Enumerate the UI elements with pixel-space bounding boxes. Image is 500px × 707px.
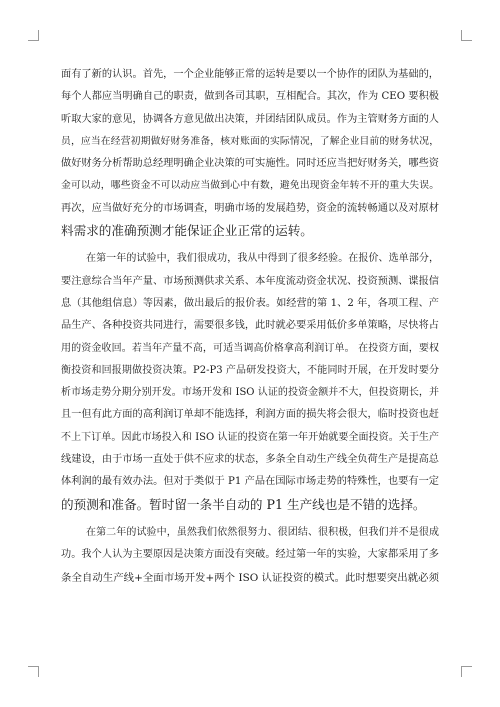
- text-line: 在第二年的试验中，虽然我们依然很努力、很团结、很积极，但我们并不是很成: [86, 526, 439, 538]
- text-line: 金可以动，哪些资金不可以动应当做到心中有数，避免出现资金年转不开的重大失误。: [61, 180, 439, 192]
- text-line: 功。我个人认为主要原因是决策方面没有突破。经过第一年的实验，大家都采用了多: [61, 549, 439, 561]
- text-line: 条全自动生产线+全面市场开发+两个 ISO 认证投资的模式。此时想要突出就必须: [61, 571, 439, 584]
- text-line: 品生产、各种投资共同进行，需要很多钱，此时就必要采用低价多单策略，尽快将占: [61, 320, 439, 332]
- text-line: 用的资金收回。若当年产量不高，可适当调高价格拿高利润订单。 在投资方面，要权: [61, 342, 439, 354]
- document-page: [61, 64, 439, 589]
- crop-mark-top-right: [461, 30, 472, 41]
- text-line: 体利润的最有效办法。但对于类似于 P1 产品在国际市场走势的特殊性，也要有一定: [61, 476, 439, 488]
- paragraph-3: [61, 522, 439, 589]
- text-line: 料需求的准确预测才能保证企业正常的运转。: [61, 223, 313, 239]
- text-line: 线建设，由于市场一直处于供不应求的状态，多条全自动生产线全负荷生产是提高总: [61, 454, 439, 466]
- text-line: 在第一年的试验中，我们很成功，我从中得到了很多经验。在报价、选单部分，: [86, 253, 439, 265]
- paragraph-1: [61, 64, 439, 242]
- text-line: 且一但有此方面的高利润订单却不能选择，利润方面的损失将会很大，临时投资也赶: [61, 409, 439, 421]
- text-line: 的预测和准备。暂时留一条半自动的 P1 生产线也是不错的选择。: [61, 496, 426, 512]
- text-line: 要注意综合当年产量、市场预测供求关系、本年度流动资金状况、投资预测、谍报信: [61, 275, 439, 287]
- text-line: 衡投资和回报期做投资决策。P2-P3 产品研发投资大，不能同时开展，在开发时要分: [61, 364, 439, 376]
- crop-mark-bottom-right: [461, 666, 472, 677]
- text-line: 不上下订单。因此市场投入和 ISO 认证的投资在第一年开始就要全面投资。关于生产: [61, 431, 439, 443]
- paragraph-2: [61, 248, 439, 516]
- text-line: 再次，应当做好充分的市场调查，明确市场的发展趋势，资金的流转畅通以及对原材: [61, 202, 439, 214]
- crop-mark-top-left: [28, 30, 39, 41]
- text-line: 做好财务分析帮助总经理明确企业决策的可实施性。同时还应当把好财务关，哪些资: [61, 158, 439, 170]
- text-line: 员，应当在经营初期做好财务准备，核对账面的实际情况，了解企业目前的财务状况，: [61, 135, 439, 147]
- text-line: 每个人都应当明确自己的职责，做到各司其职，互相配合。其次，作为 CEO 要积极: [61, 91, 439, 103]
- text-line: 析市场走势分期分别开发。市场开发和 ISO 认证的投资金额并不大，但投资期长，并: [61, 387, 439, 399]
- text-line: 面有了新的认识。首先，一个企业能够正常的运转是要以一个协作的团队为基础的，: [61, 69, 439, 80]
- text-line: 听取大家的意见，协调各方意见做出决策，并团结团队成员。作为主管财务方面的人: [61, 113, 439, 125]
- crop-mark-bottom-left: [28, 666, 39, 677]
- text-line: 息（其他组信息）等因素，做出最后的报价表。如经营的第 1、2 年，各项工程、产: [61, 297, 439, 309]
